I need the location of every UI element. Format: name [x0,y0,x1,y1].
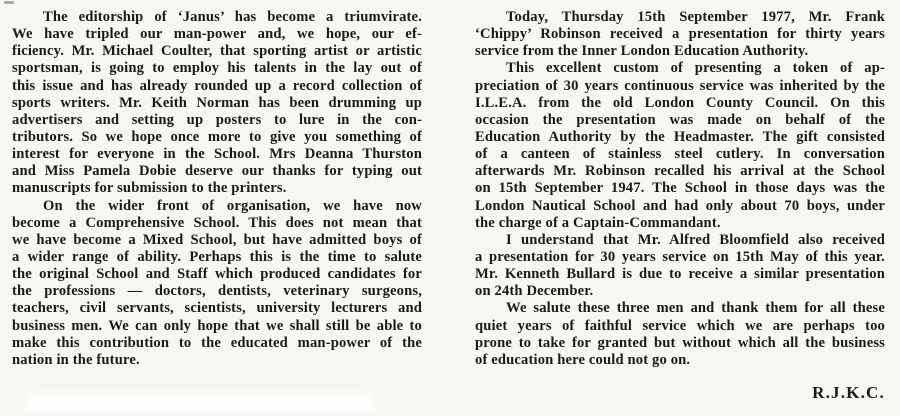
left-text-column [12,9,422,369]
text-line: nation in the future. [12,351,140,368]
right-text-column [475,9,885,369]
text-line: quiet years of faithful service which we are perhaps too [475,317,885,334]
text-line: manuscripts for submission to the printers. [12,180,287,197]
text-line: advertisers and setting up posters to lure in the con- [12,111,422,128]
text-line: make this contribution to the educated man-power of the [12,334,422,351]
text-line: This excellent custom of presenting a token of ap- [506,60,885,77]
text-line: afterwards Mr. Robinson recalled his arrival at the School [475,163,885,180]
text-line: a wider range of ability. Perhaps this is the time to salute [12,248,422,265]
author-initials-signature: R.J.K.C. [812,383,885,402]
scan-light-patch [25,392,375,412]
text-line: become a Comprehensive School. This does not mean that [12,214,422,231]
text-line: of a canteen of stainless steel cutlery. In conversation [475,146,885,163]
text-line: I understand that Mr. Alfred Bloomfield also received [506,231,885,248]
text-line: and Miss Pamela Dobie deserve our thanks for typing out [12,163,422,180]
text-line: we have become a Mixed School, but have admitted boys of [12,231,422,248]
text-line: teachers, civil servants, scientists, university lecturers and [12,300,422,317]
text-line: the charge of a Captain-Commandant. [475,214,721,231]
text-line: this issue and has already rounded up a record collection of [12,77,422,94]
text-line: on 24th December. [475,283,594,300]
text-line: ficiency. Mr. Michael Coulter, that sporting artist or artistic [12,43,422,60]
text-line: the original School and Staff which produced candidates for [12,266,422,283]
text-line: London Nautical School and had only about 70 boys, under [475,197,885,214]
text-line: occasion the presentation was made on behalf of the [475,111,885,128]
text-line: of education here could not go on. [475,351,691,368]
text-line: I.L.E.A. from the old London County Council. On this [475,94,885,111]
text-line: business men. We can only hope that we shall still be able to [12,317,422,334]
text-line: On the wider front of organisation, we have now [43,197,422,214]
text-line: the professions — doctors, dentists, veterinary surgeons, [12,283,422,300]
text-line: We salute these three men and thank them for all these [506,300,885,317]
text-line: service from the Inner London Education Authority. [475,43,809,60]
text-line: a presentation for 30 years service on 15th May of this year. [475,248,885,265]
text-line: Today, Thursday 15th September 1977, Mr. Frank [506,9,885,25]
text-line: We have tripled our man-power and, we hope, our ef- [12,26,422,43]
text-line: Education Authority by the Headmaster. The gift consisted [475,128,885,145]
text-line: interest for everyone in the School. Mrs Deanna Thurston [12,146,422,163]
text-line: preciation of 30 years continuous service was inherited by the [475,77,885,94]
scan-speck-artifact [4,1,14,4]
text-line: sports writers. Mr. Keith Norman has been drumming up [12,94,422,111]
text-line: The editorship of ‘Janus’ has become a triumvirate. [43,9,422,25]
text-line: Mr. Kenneth Bullard is due to receive a similar presentation [475,266,885,283]
text-line: prone to take for granted but without which all the business [475,334,885,351]
text-line: sportsman, is going to employ his talents in the lay out of [12,60,422,77]
text-line: on 15th September 1947. The School in those days was the [475,180,885,197]
text-line: ‘Chippy’ Robinson received a presentation for thirty years [475,26,885,43]
text-line: tributors. So we hope once more to give you something of [12,128,422,145]
